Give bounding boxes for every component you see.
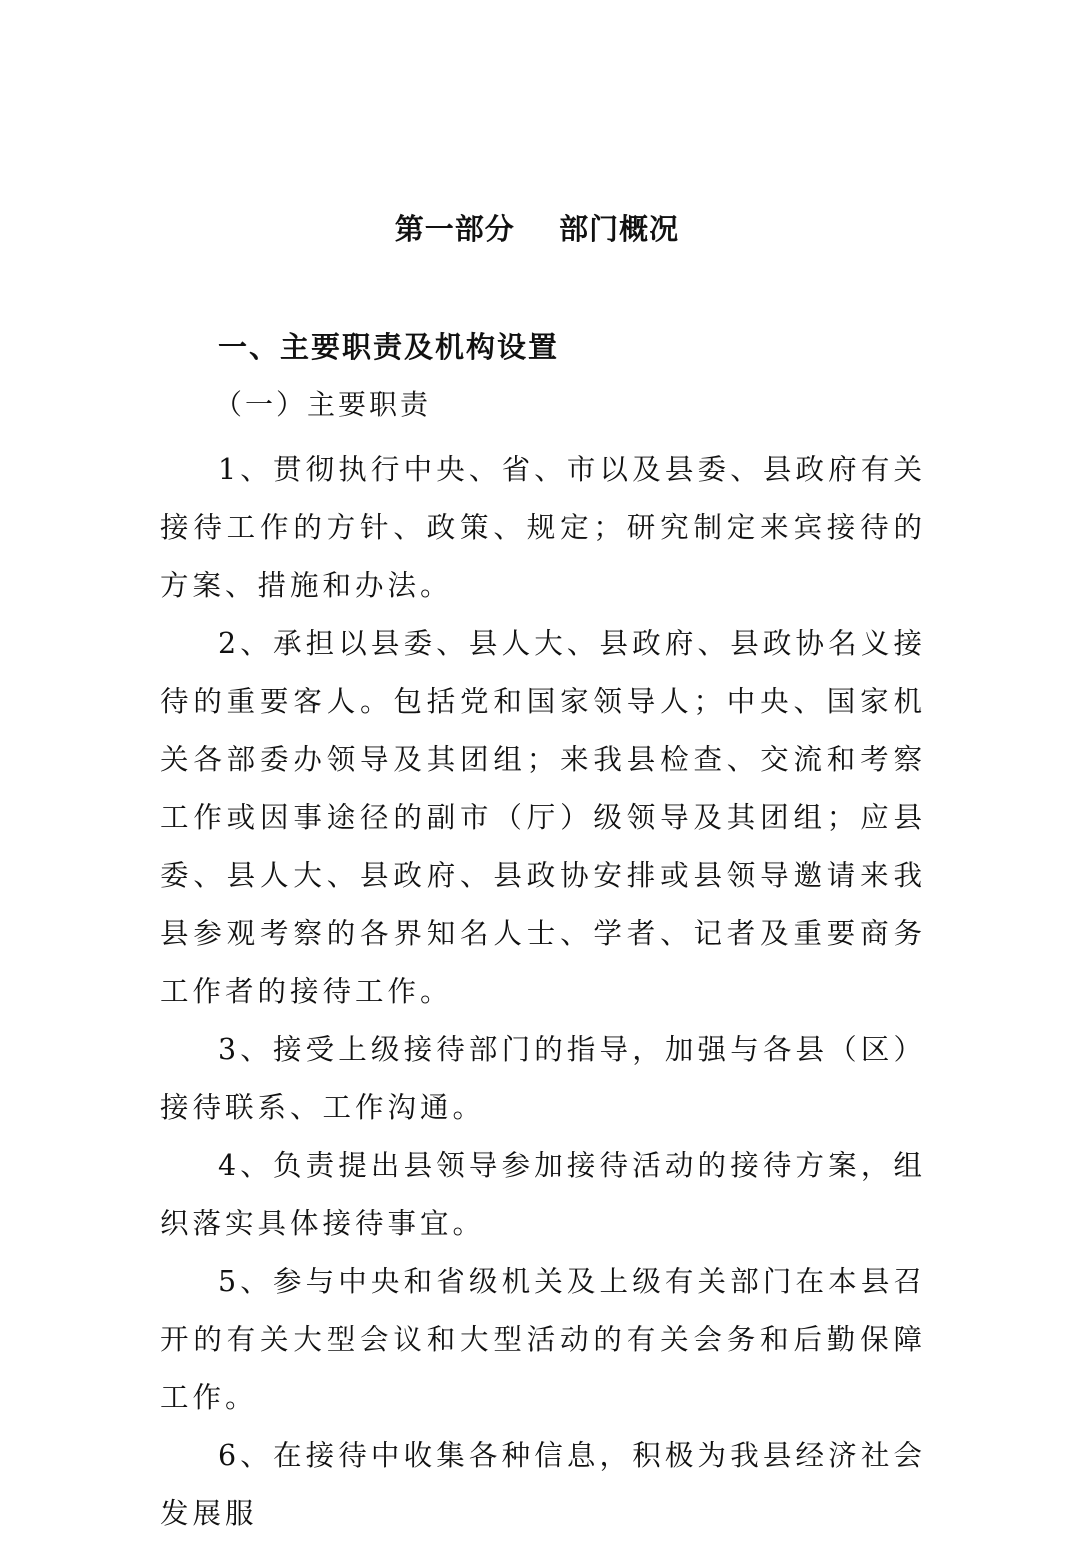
paragraph-6: 6、在接待中收集各种信息，积极为我县经济社会发展服 (160, 1439, 926, 1530)
paragraph-5: 5、参与中央和省级机关及上级有关部门在本县召开的有关大型会议和大型活动的有关会务和后勤保障工作。 (160, 1265, 926, 1414)
paragraph-2: 2、承担以县委、县人大、县政府、县政协名义接待的重要客人。包括党和国家领导人；中央、国家机关各部委办领导及其团组；来我县检查、交流和考察工作或因事途径的副市（厅）级领导及其团组；应县委、县人大、县政府、县政协安排或县领导邀请来我县参观考察的各界知名人士、学者、记者及重要商务工作者的接待工作。 (160, 627, 926, 1008)
subheading: （一）主要职责 (214, 388, 432, 421)
part-title: 第一部分 部门概况 (394, 212, 680, 246)
paragraph-4: 4、负责提出县领导参加接待活动的接待方案，组织落实具体接待事宜。 (160, 1149, 926, 1240)
paragraph-3: 3、接受上级接待部门的指导，加强与各县（区）接待联系、工作沟通。 (160, 1033, 926, 1124)
paragraph-1: 1、贯彻执行中央、省、市以及县委、县政府有关接待工作的方针、政策、规定；研究制定来宾接待的方案、措施和办法。 (160, 453, 926, 602)
section-heading: 一、主要职责及机构设置 (218, 330, 560, 364)
body-text (160, 441, 926, 1543)
